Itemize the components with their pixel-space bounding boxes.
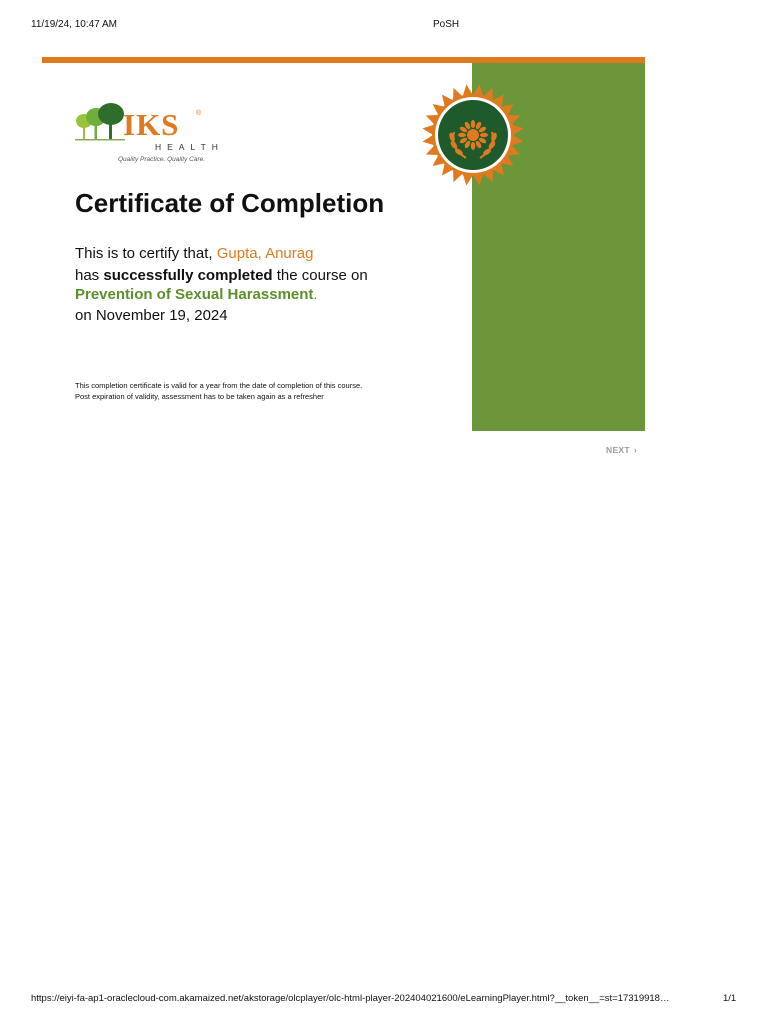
print-page-title: PoSH: [433, 19, 460, 30]
print-footer: [0, 993, 768, 1007]
print-timestamp: 11/19/24, 10:47 AM: [31, 19, 117, 30]
chevron-right-icon: ›: [633, 445, 638, 455]
iks-health-logo: [75, 101, 224, 171]
logo-tagline: Quality Practice. Quality Care.: [118, 156, 206, 163]
certificate-slide: [42, 57, 645, 431]
course-on-text: the course on: [272, 267, 368, 284]
page-number: 1/1: [723, 993, 737, 1004]
validity-note-1: This completion certificate is valid for a year from the date of completion of this course.: [75, 381, 363, 390]
completed-emphasis: successfully completed: [103, 267, 273, 284]
trees-logo-icon: [75, 103, 127, 143]
registered-mark: ®: [196, 110, 202, 117]
logo-subbrand-text: HEALTH: [155, 142, 224, 152]
course-name: Prevention of Sexual Harassment: [75, 286, 314, 303]
next-button[interactable]: [606, 445, 637, 455]
recipient-name: Gupta, Anurag: [216, 245, 314, 262]
certify-line: [75, 245, 313, 262]
next-label: NEXT: [606, 445, 630, 455]
validity-note-2: Post expiration of validity, assessment has to be taken again as a refresher: [75, 392, 324, 401]
course-line: [75, 286, 318, 303]
completion-date: on November 19, 2024: [75, 307, 228, 324]
page-url: https://eiyi-fa-ap1-oraclecloud-com.akamaized.net/akstorage/olcplayer/olc-html-player-202404021600/eLearningPlayer.html?__token__=st=17319918…: [31, 993, 670, 1004]
has-word: has: [75, 267, 104, 284]
certificate-title: Certificate of Completion: [75, 188, 385, 218]
completion-line: [75, 267, 368, 284]
certify-prefix: This is to certify that,: [75, 245, 217, 262]
logo-brand-text: IKS: [123, 107, 180, 142]
award-seal-icon: [420, 82, 526, 188]
print-header: [0, 19, 768, 33]
course-period: .: [313, 286, 318, 303]
